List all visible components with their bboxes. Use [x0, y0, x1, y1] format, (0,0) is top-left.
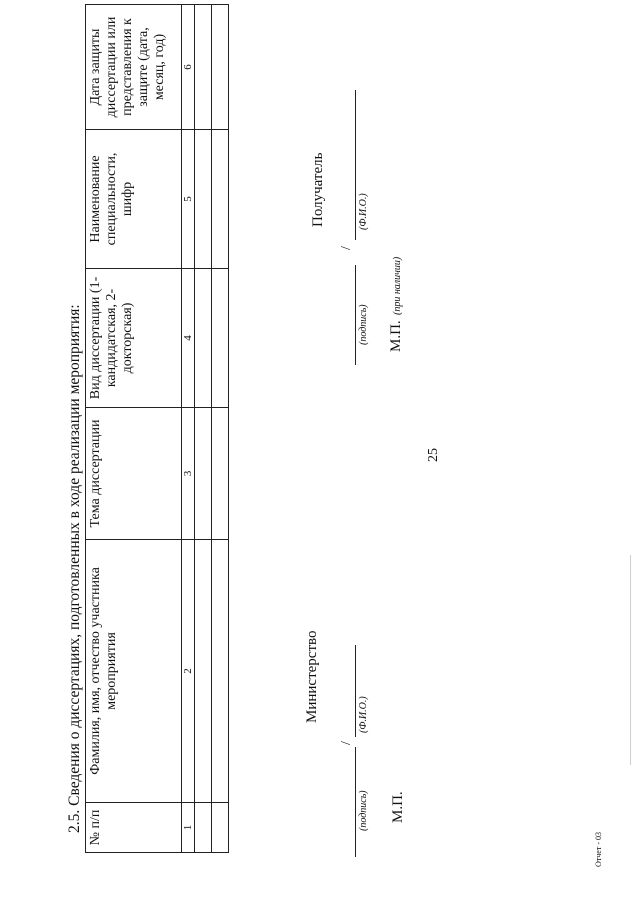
header-type: Вид диссертации (1-кандидатская, 2-докторская)	[86, 269, 182, 408]
column-number-row	[182, 5, 195, 853]
recipient-name-line	[355, 90, 356, 240]
table-cell	[212, 130, 229, 269]
ministry-stamp: М.П.	[390, 791, 406, 823]
table-cell	[195, 5, 212, 130]
ministry-name-label: (Ф.И.О.)	[358, 696, 369, 733]
table-row	[212, 5, 229, 853]
recipient-signature-label: (подпись)	[358, 304, 369, 345]
ministry-name-line	[355, 645, 356, 737]
column-number: 3	[182, 408, 195, 540]
table-cell	[212, 803, 229, 853]
dissertations-table	[85, 4, 229, 853]
table-cell	[195, 130, 212, 269]
ministry-slash: /	[339, 741, 354, 745]
recipient-name-label: (Ф.И.О.)	[358, 193, 369, 230]
recipient-stamp-note: (при наличии)	[392, 256, 403, 315]
page-number: 25	[426, 448, 441, 462]
recipient-slash: /	[339, 246, 354, 250]
recipient-signature-line	[355, 265, 356, 365]
column-number: 4	[182, 269, 195, 408]
table-row	[195, 5, 212, 853]
recipient-title: Получатель	[310, 152, 326, 227]
column-number: 1	[182, 803, 195, 853]
scan-artifact-line	[630, 555, 631, 765]
header-date: Дата защиты диссертации или представления к защите (дата, месяц, год)	[86, 5, 182, 130]
header-specialty: Наименование специальности, шифр	[86, 130, 182, 269]
header-topic: Тема диссертации	[86, 408, 182, 540]
header-number: № п/п	[86, 803, 182, 853]
column-number: 6	[182, 5, 195, 130]
table-cell	[212, 408, 229, 540]
column-number: 5	[182, 130, 195, 269]
ministry-title: Министерство	[304, 630, 320, 723]
recipient-stamp: М.П.	[388, 320, 404, 352]
table-cell	[195, 803, 212, 853]
table-cell	[195, 408, 212, 540]
table-cell	[212, 540, 229, 803]
table-header-row	[86, 5, 182, 853]
section-heading: 2.5. Сведения о диссертациях, подготовленных в ходе реализации мероприятия:	[66, 304, 83, 833]
table-cell	[195, 269, 212, 408]
form-code-footer: Отчет - 03	[594, 831, 603, 867]
ministry-signature-label: (подпись)	[358, 790, 369, 831]
table-cell	[212, 269, 229, 408]
column-number: 2	[182, 540, 195, 803]
table-cell	[212, 5, 229, 130]
table-cell	[195, 540, 212, 803]
header-participant: Фамилия, имя, отчество участника мероприятия	[86, 540, 182, 803]
ministry-signature-line	[355, 747, 356, 857]
